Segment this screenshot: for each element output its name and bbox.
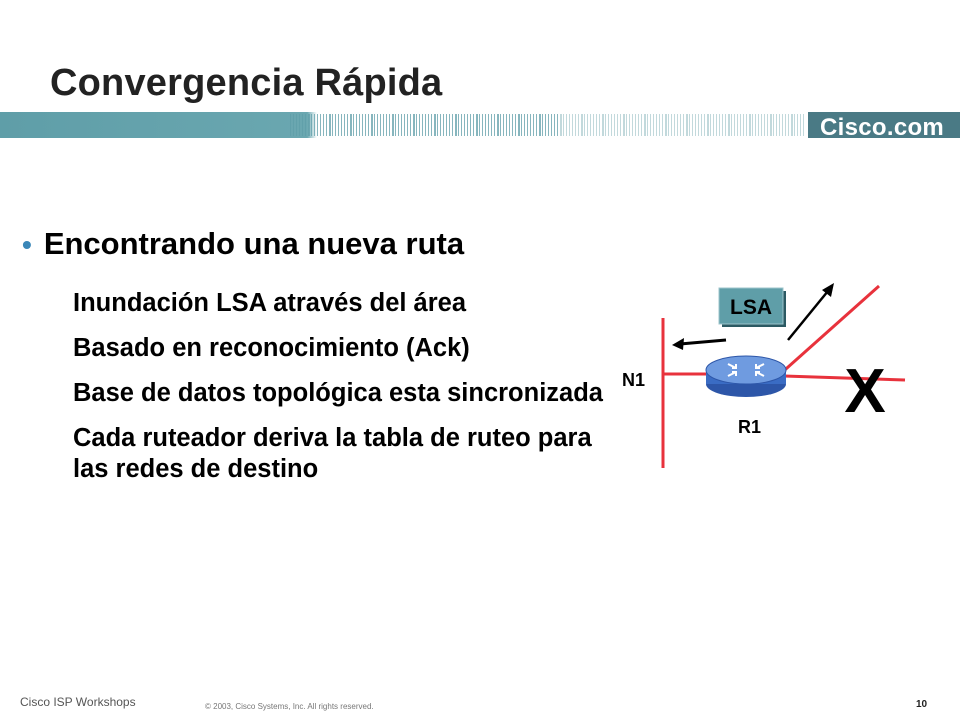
lsa-label: LSA bbox=[730, 296, 772, 319]
main-bullet-text: Encontrando una nueva ruta bbox=[43, 226, 465, 261]
link-failure-x-icon: X bbox=[844, 357, 886, 426]
sub-item-1: Inundación LSA através del área bbox=[73, 289, 467, 317]
footer-course: Cisco ISP Workshops bbox=[20, 695, 136, 709]
bullet-dot-icon: • bbox=[22, 229, 32, 260]
lsa-packet bbox=[719, 288, 786, 327]
sub-item-4: Cada ruteador deriva la tabla de ruteo para las redes de destino bbox=[73, 424, 592, 483]
router-icon bbox=[706, 356, 786, 397]
router-label-r1: R1 bbox=[738, 417, 762, 437]
slide-title: Convergencia Rápida bbox=[50, 62, 443, 104]
sub-item-2: Basado en reconocimiento (Ack) bbox=[73, 334, 470, 362]
footer-copyright: © 2003, Cisco Systems, Inc. All rights reserved. bbox=[205, 702, 374, 711]
sub-item-3: Base de datos topológica esta sincronizada bbox=[73, 379, 603, 407]
cisco-brand-logo: Cisco.com bbox=[820, 114, 945, 141]
lsa-arrow-left-icon bbox=[672, 338, 726, 350]
page-number: 10 bbox=[916, 699, 928, 710]
network-label-n1: N1 bbox=[622, 370, 646, 390]
